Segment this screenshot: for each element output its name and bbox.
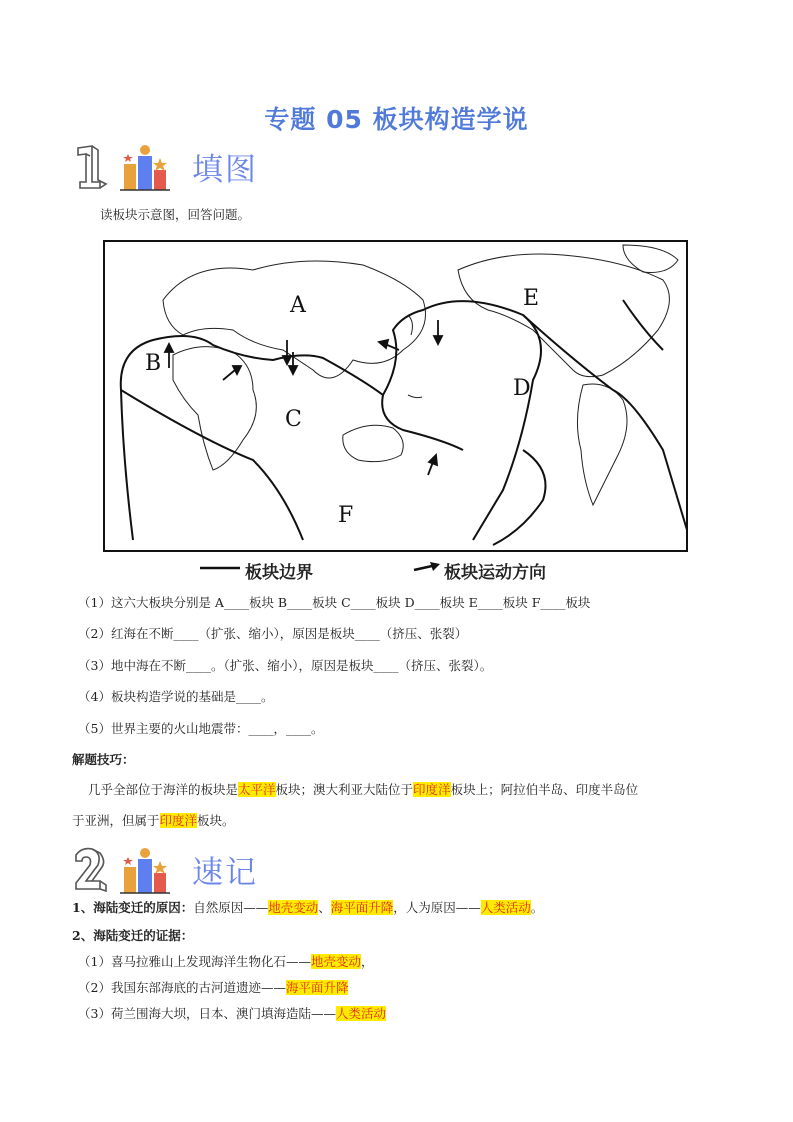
boundary-line-icon: [200, 558, 240, 578]
page-title: 专题 05 板块构造学说: [264, 105, 529, 134]
plate-label-a: A: [290, 293, 306, 318]
plate-map: [103, 240, 688, 552]
memo-line-2: 2、海陆变迁的证据：: [72, 928, 194, 943]
tips-line-1: 几乎全部位于海洋的板块是太平洋板块；澳大利亚大陆位于印度洋板块上；阿拉伯半岛、印度半岛位: [88, 782, 639, 797]
memo-line-5: （3）荷兰围海大坝，日本、澳门填海造陆——人类活动: [78, 1006, 386, 1021]
plate-label-b: B: [145, 351, 162, 376]
plate-label-e: E: [523, 286, 540, 311]
highlight-pacific: 太平洋: [238, 782, 276, 797]
section-number-two-icon: [72, 845, 187, 895]
plate-label-d: D: [513, 376, 531, 401]
section-header-fill-map: [72, 142, 372, 192]
plate-map-image: [103, 240, 688, 552]
section-title-2: 速记: [192, 855, 258, 891]
question-1: （1）这六大板块分别是 A____板块 B____板块 C____板块 D____板块 E____板块 F____板块: [78, 595, 591, 610]
section-number-one-icon: [72, 142, 187, 192]
tips-line-2: 于亚洲，但属于印度洋板块。: [72, 813, 235, 828]
section-title: 填图: [192, 152, 258, 188]
question-2: （2）红海在不断____（扩张、缩小），原因是板块____（挤压、张裂）: [78, 626, 468, 641]
legend-boundary: 板块边界: [245, 563, 313, 583]
question-3: （3）地中海在不断____。（扩张、缩小），原因是板块____（挤压、张裂）。: [78, 658, 493, 673]
tips-heading: 解题技巧：: [72, 752, 135, 767]
arrow-icon: [412, 558, 442, 578]
highlight-indian: 印度洋: [413, 782, 451, 797]
memo-line-3: （1）喜马拉雅山上发现海洋生物化石——地壳变动，: [78, 954, 374, 969]
highlight-indian-2: 印度洋: [159, 813, 198, 828]
plate-label-f: F: [338, 503, 354, 528]
memo-line-1: 1、海陆变迁的原因：自然原因——地壳变动、海平面升降，人为原因——人类活动。: [72, 900, 544, 915]
plate-label-c: C: [285, 407, 302, 432]
trophy-chart-icon: [120, 145, 170, 190]
memo-line-4: （2）我国东部海底的古河道遗迹——海平面升降: [78, 980, 349, 995]
trophy-chart-icon-2: [120, 848, 170, 893]
legend-direction: 板块运动方向: [444, 563, 546, 583]
intro-text: 读板块示意图，回答问题。: [100, 207, 251, 222]
question-5: （5）世界主要的火山地震带：____，____。: [78, 721, 324, 736]
question-4: （4）板块构造学说的基础是____。: [78, 689, 274, 704]
section-header-memo: [72, 845, 372, 895]
